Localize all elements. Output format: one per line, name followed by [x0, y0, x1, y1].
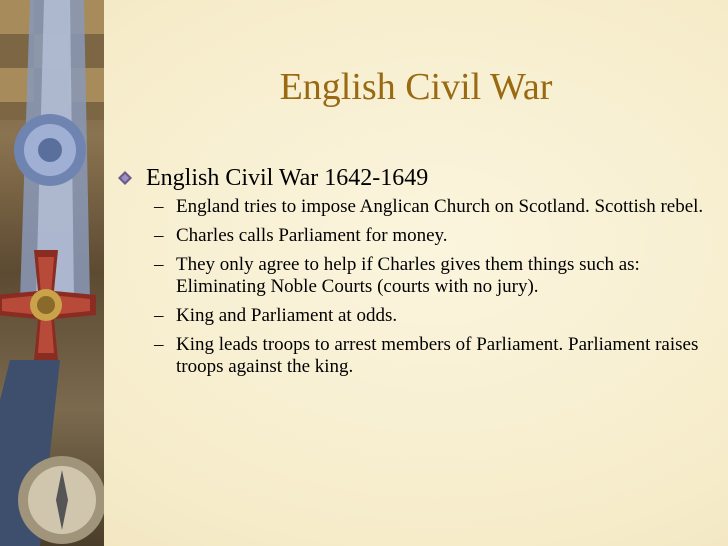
subpoint-text: England tries to impose Anglican Church on Scotland. Scottish rebel. — [176, 196, 704, 217]
subpoint — [116, 305, 706, 327]
slide-title: English Civil War — [279, 66, 553, 108]
main-bullet — [116, 162, 706, 194]
dash-marker: – — [154, 225, 164, 246]
dash-marker: – — [154, 334, 164, 355]
subpoint — [116, 196, 706, 218]
medal-decoration-strip — [0, 0, 104, 546]
dash-marker: – — [154, 254, 164, 275]
subpoint-text: They only agree to help if Charles gives them things such as: Eliminating Noble Courts (courts with no jury). — [176, 254, 640, 297]
subpoint-text: King and Parliament at odds. — [176, 305, 398, 326]
diamond-bullet-icon — [118, 171, 132, 185]
slide-content — [116, 162, 706, 385]
subpoint-text: King leads troops to arrest members of Parliament. Parliament raises troops against the king. — [176, 334, 699, 377]
dash-marker: – — [154, 196, 164, 217]
subpoint — [116, 225, 706, 247]
subpoint-list — [116, 196, 706, 378]
medal-image-icon — [0, 0, 104, 546]
dash-marker: – — [154, 305, 164, 326]
subpoint — [116, 334, 706, 378]
main-bullet-text: English Civil War 1642-1649 — [146, 165, 429, 191]
subpoint-text: Charles calls Parliament for money. — [176, 225, 448, 246]
subpoint — [116, 254, 706, 298]
